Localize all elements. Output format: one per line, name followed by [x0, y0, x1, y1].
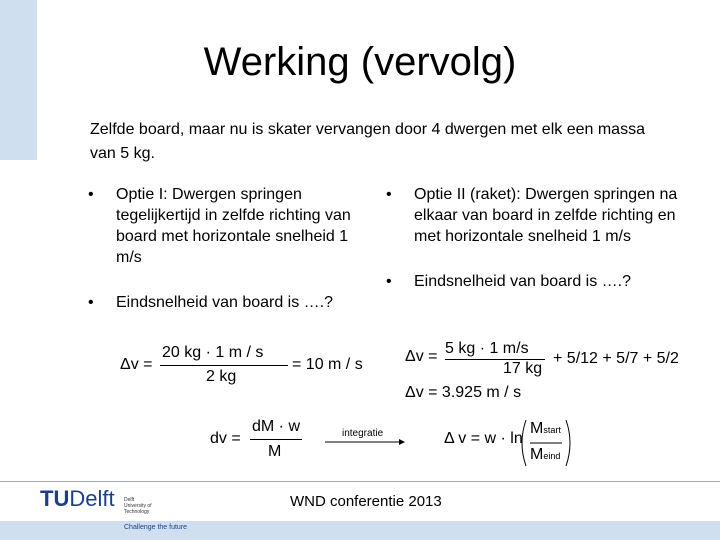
eq2-other-terms: + 5/12 + 5/7 + 5/2 [553, 350, 679, 367]
eq1-fraction-line [160, 365, 288, 366]
equation-4 [210, 418, 570, 470]
slide-title: Werking (vervolg) [203, 40, 517, 84]
bullet: • [386, 186, 392, 203]
equation-1 [120, 344, 363, 394]
footer-divider [0, 481, 720, 482]
right-item-1-text: Optie II (raket): Dwergen springen na elkaar van board in zelfde richting en met horizontale snelheid 1 m/s [414, 186, 678, 245]
eq4-m-eind: Meind [530, 446, 561, 463]
left-item-2-text: Eindsnelheid van board is ….? [116, 294, 334, 311]
challenge-tagline: Challenge the future [124, 524, 188, 531]
eq4-result-lhs: Δ v = w · ln [444, 430, 523, 447]
left-item-2 [88, 292, 358, 313]
conference-label: WND conferentie 2013 [290, 493, 442, 510]
right-item-2 [386, 271, 686, 292]
left-item-1 [88, 184, 358, 268]
right-item-2-text: Eindsnelheid van board is ….? [414, 273, 632, 290]
eq4-lhs: dv = [210, 430, 241, 447]
left-column [88, 184, 358, 337]
eq4-denominator: M [268, 443, 282, 460]
eq1-numerator: 20 kg · 1 m / s [162, 344, 264, 361]
eq2-lhs: Δv = [405, 348, 438, 365]
eq1-denominator: 2 kg [206, 368, 237, 385]
eq4-fraction-line [250, 439, 302, 440]
eq4-arrow-label: integratie [342, 428, 384, 439]
equation-3 [405, 384, 605, 404]
eq2-t1-numerator: 5 kg · 1 m/s [445, 340, 529, 357]
bullet: • [88, 294, 94, 311]
logo-delft: Delft [69, 486, 115, 511]
intro-text: Zelfde board, maar nu is skater vervangen door 4 dwergen met elk een massa van 5 kg. [90, 121, 645, 162]
arrow-icon [325, 438, 405, 446]
eq1-rhs: = 10 m / s [292, 356, 363, 373]
tu-delft-logo [40, 486, 115, 512]
right-item-1 [386, 184, 686, 247]
right-column [386, 184, 686, 316]
bullet: • [88, 186, 94, 203]
eq2-t1-denominator: 17 kg [503, 360, 543, 377]
logo-tu: TU [40, 486, 70, 511]
eq4-numerator: dM · w [252, 418, 300, 435]
left-item-1-text: Optie I: Dwergen springen tegelijkertijd in zelfde richting van board met horizontale snelheid 1 m/s [116, 186, 351, 266]
equation-2 [405, 340, 695, 380]
eq3-text: Δv = 3.925 m / s [405, 384, 522, 401]
eq1-lhs: Δv = [120, 356, 153, 373]
eq4-m-start: Mstart [530, 420, 561, 437]
logo-subtitle: Delft University of Technology [124, 497, 152, 515]
bullet: • [386, 273, 392, 290]
footer-band [0, 521, 720, 540]
